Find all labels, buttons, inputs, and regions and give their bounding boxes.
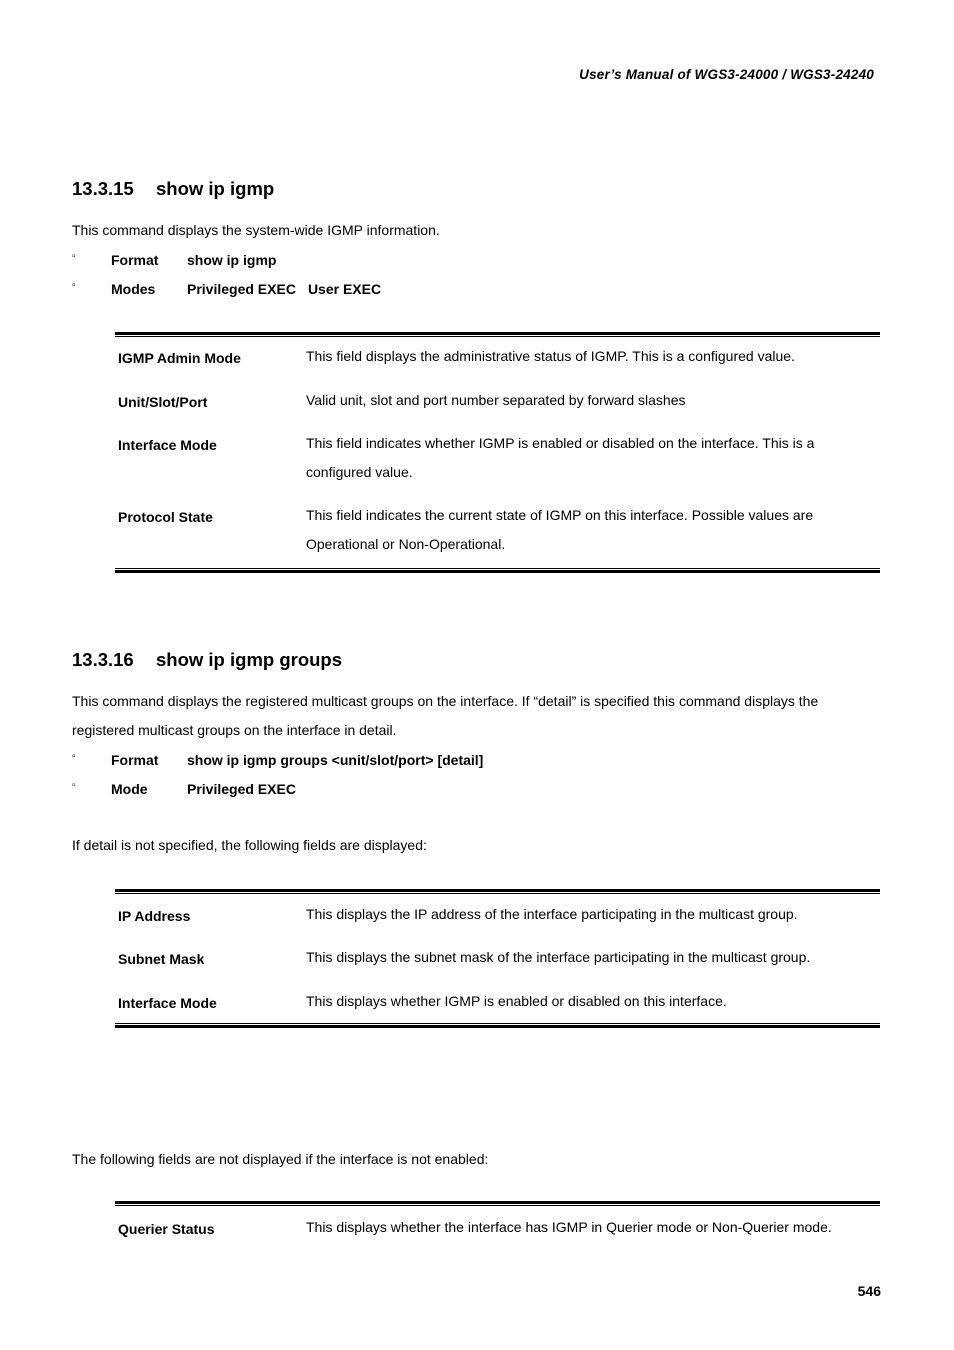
bullet-value-main: show ip igmp groups <unit/slot/port> [detail]: [187, 752, 484, 768]
page-header: User’s Manual of WGS3-24000 / WGS3-24240: [579, 67, 874, 82]
bullet-mark: ▫: [72, 280, 76, 291]
note-detail-not-specified: If detail is not specified, the following fields are displayed:: [72, 837, 427, 853]
section-title: show ip igmp: [156, 178, 275, 199]
field-description: This field displays the administrative status of IGMP. This is a configured value.: [306, 348, 795, 364]
bullet-mark: ▫: [72, 251, 76, 262]
field-name: Interface Mode: [118, 437, 217, 453]
bullet-value: [187, 281, 381, 297]
field-description: This displays whether IGMP is enabled or disabled on this interface.: [306, 993, 727, 1009]
bullet-mark: ▫: [72, 751, 76, 762]
bullet-label: Format: [111, 752, 159, 768]
bullet-value-secondary: User EXEC: [307, 281, 382, 297]
table-top-rule: [115, 332, 880, 337]
section-intro: This command displays the system-wide IGMP information.: [72, 222, 440, 238]
bullet-value: [187, 752, 483, 768]
field-description: Valid unit, slot and port number separated by forward slashes: [306, 392, 686, 408]
field-table: [115, 332, 880, 574]
table-bottom-rule: [115, 1023, 880, 1028]
bullet-value-main: Privileged EXEC: [187, 781, 296, 797]
section-intro: This command displays the registered multicast groups on the interface. If “detail” is specified this command displays the registered multicast groups on the interface in detail.: [72, 693, 819, 738]
bullet-value: [187, 252, 276, 268]
bullet-value-main: show ip igmp: [187, 252, 277, 268]
field-name: Subnet Mask: [118, 951, 205, 967]
field-name: IP Address: [118, 908, 191, 924]
field-name: Querier Status: [118, 1221, 215, 1237]
field-name: IGMP Admin Mode: [118, 350, 241, 366]
field-description: This field indicates the current state of IGMP on this interface. Possible values are Operational or Non-Operational.: [306, 507, 814, 552]
section-title: show ip igmp groups: [156, 649, 343, 670]
field-name: Unit/Slot/Port: [118, 394, 208, 410]
field-description: This displays the IP address of the interface participating in the multicast group.: [306, 906, 798, 922]
field-table: [115, 889, 880, 1031]
section-heading: [72, 649, 342, 671]
bullet-value: [187, 781, 296, 797]
field-name: Interface Mode: [118, 995, 217, 1011]
page-number: 546: [857, 1283, 881, 1299]
field-table: [115, 1201, 880, 1251]
field-name: Protocol State: [118, 509, 213, 525]
note-interface-not-enabled: The following fields are not displayed if the interface is not enabled:: [72, 1151, 489, 1167]
bullet-label: Modes: [111, 281, 156, 297]
section-number: 13.3.15: [72, 178, 134, 199]
field-description: This displays whether the interface has IGMP in Querier mode or Non-Querier mode.: [306, 1219, 832, 1235]
bullet-label: Format: [111, 252, 159, 268]
bullet-label: Mode: [111, 781, 148, 797]
bullet-mark: ▫: [72, 780, 76, 791]
table-top-rule: [115, 1201, 880, 1206]
section-heading: [72, 178, 274, 200]
table-bottom-rule: [115, 568, 880, 573]
section-number: 13.3.16: [72, 649, 134, 670]
bullet-value-main: Privileged EXEC: [187, 281, 296, 297]
table-top-rule: [115, 889, 880, 894]
field-description: This field indicates whether IGMP is enabled or disabled on the interface. This is a configured value.: [306, 435, 815, 480]
field-description: This displays the subnet mask of the interface participating in the multicast group.: [306, 949, 811, 965]
